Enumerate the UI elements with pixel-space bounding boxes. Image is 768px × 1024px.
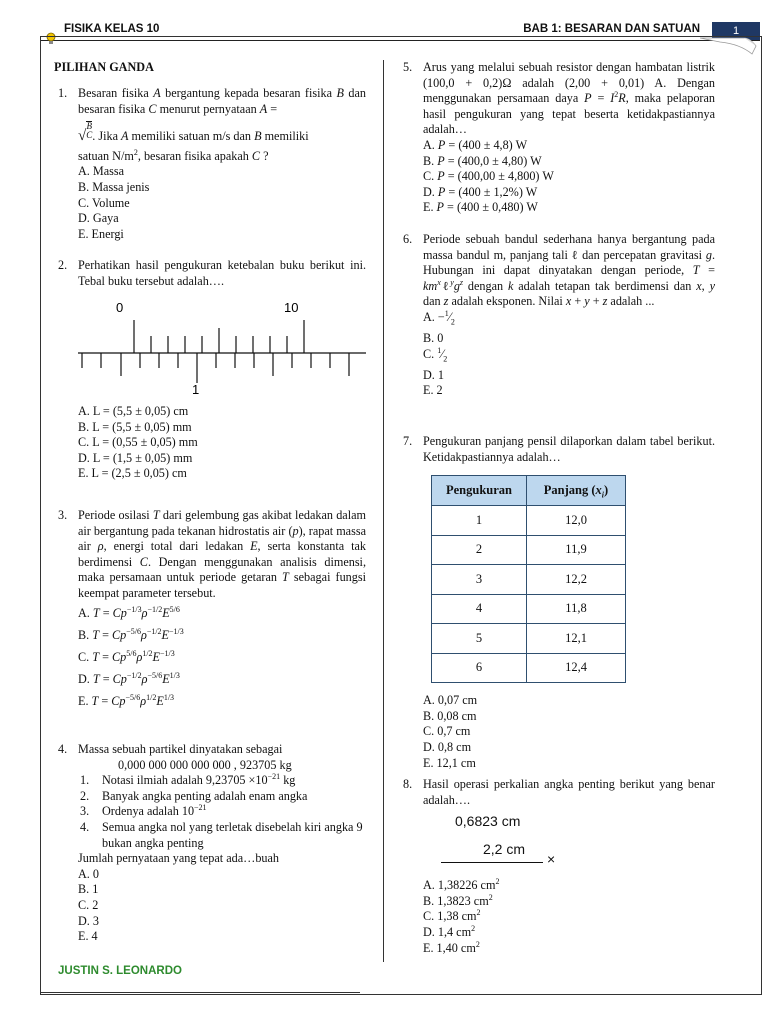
section-title: PILIHAN GANDA (54, 60, 154, 74)
statement-3: 3. Ordenya adalah $10^{-21}$ (80, 803, 207, 819)
question-number: 7. (403, 434, 413, 448)
option-e[interactable]: E. L = (2,5 ± 0,05) cm (78, 466, 187, 481)
option-b[interactable]: B. 0,08 cm (423, 708, 477, 723)
vernier-scale-ticks (82, 353, 349, 383)
statement-1: 1. Notasi ilmiah adalah $9,23705 \times 10^{-21}$ kg (80, 772, 296, 788)
table-row: 4 11,8 (432, 594, 626, 624)
header-chapter-title: BAB 1: BESARAN DAN SATUAN (523, 23, 700, 35)
page-curl-decoration (700, 36, 758, 60)
multiply-sign: × (547, 851, 556, 868)
main-scale-label-0: 0 (116, 300, 124, 315)
factor-1: 0,6823 cm (455, 813, 521, 830)
option-d[interactable]: D. Gaya (78, 211, 119, 226)
vernier-caliper-diagram (76, 298, 368, 398)
option-e[interactable]: E. 1,40 $cm^2$ (423, 939, 480, 955)
answer-options (423, 138, 715, 216)
question-intro: Massa sebuah partikel dinyatakan sebagai (78, 742, 283, 756)
footer-line (40, 992, 360, 993)
question-text: Periode sebuah bandul sederhana hanya bergantung pada massa bandul m, panjang tali ℓ dan percepatan gravitasi g. Hubungan ini dapat dinyatakan dengan periode, $T = km^x\ell^yg^z$ dengan k adalah tetapan tak berdimensi dan x, y dan z adalah eksponen. Nilai x + y + z adalah ... (423, 232, 715, 309)
question-number: 6. (403, 232, 413, 246)
table-row: 2 11,9 (432, 535, 626, 565)
option-b[interactable]: B. P = (400,0 ± 4,80) W (423, 153, 542, 168)
question-text: Perhatikan hasil pengukuran ketebalan buku berikut ini. Tebal buku tersebut adalah…. (78, 258, 366, 288)
multiplication-problem (403, 808, 715, 878)
column-header-length: Panjang $(x_i)$ (527, 476, 626, 506)
question-2 (58, 258, 366, 481)
statement-4: 4. Semua angka nol yang terletak disebelah kiri angka 9 bukan angka penting (80, 819, 363, 850)
option-c[interactable]: C. $^1⁄_2$ (423, 345, 448, 363)
question-number: 8. (403, 777, 413, 791)
option-d[interactable]: D. $T = Cp^{-1/2}\rho^{-5/6}E^{1/3}$ (78, 670, 180, 686)
option-e[interactable]: E. 4 (78, 929, 98, 944)
question-number: 2. (58, 258, 68, 272)
statement-2: 2. Banyak angka penting adalah enam angka (80, 788, 308, 803)
answer-options (78, 404, 198, 482)
option-d[interactable]: D. 0,8 cm (423, 739, 472, 754)
factor-2: 2,2 cm (483, 841, 526, 858)
option-a[interactable]: A. 0,07 cm (423, 693, 478, 708)
question-number: 5. (403, 60, 413, 74)
option-d[interactable]: D. P = (400 ± 1,2%) W (423, 184, 538, 199)
option-c[interactable]: C. L = (0,55 ± 0,05) mm (78, 435, 198, 450)
option-e[interactable]: E. Energi (78, 226, 124, 241)
header-course-title: FISIKA KELAS 10 (64, 23, 160, 35)
option-d[interactable]: D. 1,4 $cm^2$ (423, 923, 476, 939)
answer-options (78, 164, 366, 242)
question-closing: Jumlah pernyataan yang tepat ada…buah (78, 851, 280, 866)
answer-options (423, 310, 715, 399)
option-a[interactable]: A. $T = Cp^{-1/3}\rho^{-1/2}E^{5/6}$ (78, 604, 180, 620)
option-c[interactable]: C. 0,7 cm (423, 724, 471, 739)
multiplication-line (441, 862, 543, 863)
option-d[interactable]: D. 1 (423, 367, 444, 382)
question-number: 4. (58, 742, 68, 756)
page-number: 1 (712, 22, 760, 40)
question-text: Hasil operasi perkalian angka penting berikut yang benar adalah…. (423, 777, 715, 807)
answer-options (423, 878, 715, 956)
option-b[interactable]: B. Massa jenis (78, 179, 150, 194)
vernier-scale-label-1: 1 (192, 382, 200, 397)
option-c[interactable]: C. P = (400,00 ± 4,800) W (423, 169, 554, 184)
question-text: Besaran fisika A bergantung kepada besaran fisika B dan besaran fisika C menurut pernyataan A = √B C. Jika A memiliki satuan m/s dan B memiliki satuan $N/m^2$, besaran fisika apakah C ? (78, 86, 366, 163)
column-divider (383, 60, 384, 962)
option-b[interactable]: B. L = (5,5 ± 0,05) mm (78, 419, 192, 434)
option-a[interactable]: A. Massa (78, 164, 125, 179)
option-a[interactable]: A. 1,38226 $cm^2$ (423, 877, 500, 893)
option-d[interactable]: D. 3 (78, 913, 99, 928)
main-scale-label-10: 10 (284, 300, 299, 315)
option-e[interactable]: E. 2 (423, 383, 443, 398)
question-7 (403, 434, 715, 771)
question-number: 3. (58, 508, 68, 522)
option-c[interactable]: C. 2 (78, 897, 99, 912)
option-a[interactable]: A. 0 (78, 866, 99, 881)
table-header-row (432, 476, 626, 506)
option-b[interactable]: B. $T = Cp^{-5/6}\rho^{-1/2}E^{-1/3}$ (78, 626, 184, 642)
statement-list (78, 773, 366, 851)
question-1 (58, 86, 366, 242)
option-c[interactable]: C. $T = Cp^{5/6}\rho^{1/2}E^{-1/3}$ (78, 648, 175, 664)
table-row: 1 12,0 (432, 506, 626, 536)
question-text: Pengukuran panjang pensil dilaporkan dalam tabel berikut. Ketidakpastiannya adalah… (423, 434, 715, 464)
footer-author: JUSTIN S. LEONARDO (58, 965, 182, 977)
question-4 (58, 742, 366, 945)
table-row: 6 12,4 (432, 653, 626, 683)
option-e[interactable]: E. 12,1 cm (423, 755, 476, 770)
question-6 (403, 232, 715, 399)
option-c[interactable]: C. 1,38 $cm^2$ (423, 908, 481, 924)
question-5 (403, 60, 715, 216)
question-number: 1. (58, 86, 68, 100)
answer-options (423, 693, 715, 771)
option-d[interactable]: D. L = (1,5 ± 0,05) mm (78, 450, 193, 465)
question-8 (403, 777, 715, 956)
answer-options (78, 606, 366, 716)
option-a[interactable]: A. P = (400 ± 4,8) W (423, 137, 528, 152)
particle-mass-value: 0,000 000 000 000 000 , 923705 kg (118, 757, 292, 772)
option-b[interactable]: B. 0 (423, 330, 444, 345)
column-header-measurement: Pengukuran (432, 476, 527, 506)
option-c[interactable]: C. Volume (78, 195, 130, 210)
table-row: 5 12,1 (432, 624, 626, 654)
answer-options (78, 867, 366, 945)
option-b[interactable]: B. 1 (78, 882, 99, 897)
measurement-table (431, 475, 626, 683)
main-scale-ticks (134, 320, 304, 353)
question-3 (58, 508, 366, 716)
option-e[interactable]: E. $T = Cp^{-5/6}\rho^{1/2}E^{1/3}$ (78, 692, 175, 708)
option-a[interactable]: A. L = (5,5 ± 0,05) cm (78, 404, 189, 418)
question-text: Periode osilasi T dari gelembung gas akibat ledakan dalam air bergantung pada tekanan hidrostatis air (p), rapat massa air ρ, energi total dari ledakan E, serta konstanta tak berdimensi C. Dengan menggunakan analisis dimensi, maka persamaan untuk periode getaran T sebagai fungsi keempat parameter tersebut. (78, 508, 366, 600)
option-e[interactable]: E. P = (400 ± 0,480) W (423, 200, 538, 215)
option-b[interactable]: B. 1,3823 $cm^2$ (423, 892, 493, 908)
question-text: Arus yang melalui sebuah resistor dengan hambatan listrik (100,0 + 0,2)Ω adalah (2,00 + 0,01) A. Dengan menggunakan persamaan daya $P = I^2R$, maka pelaporan hasil pengukuran yang tepat beserta ketidakpastiannya adalah… (423, 60, 715, 137)
table-row: 3 12,2 (432, 565, 626, 595)
option-a[interactable]: A. $-^1⁄_2$ (423, 308, 455, 327)
